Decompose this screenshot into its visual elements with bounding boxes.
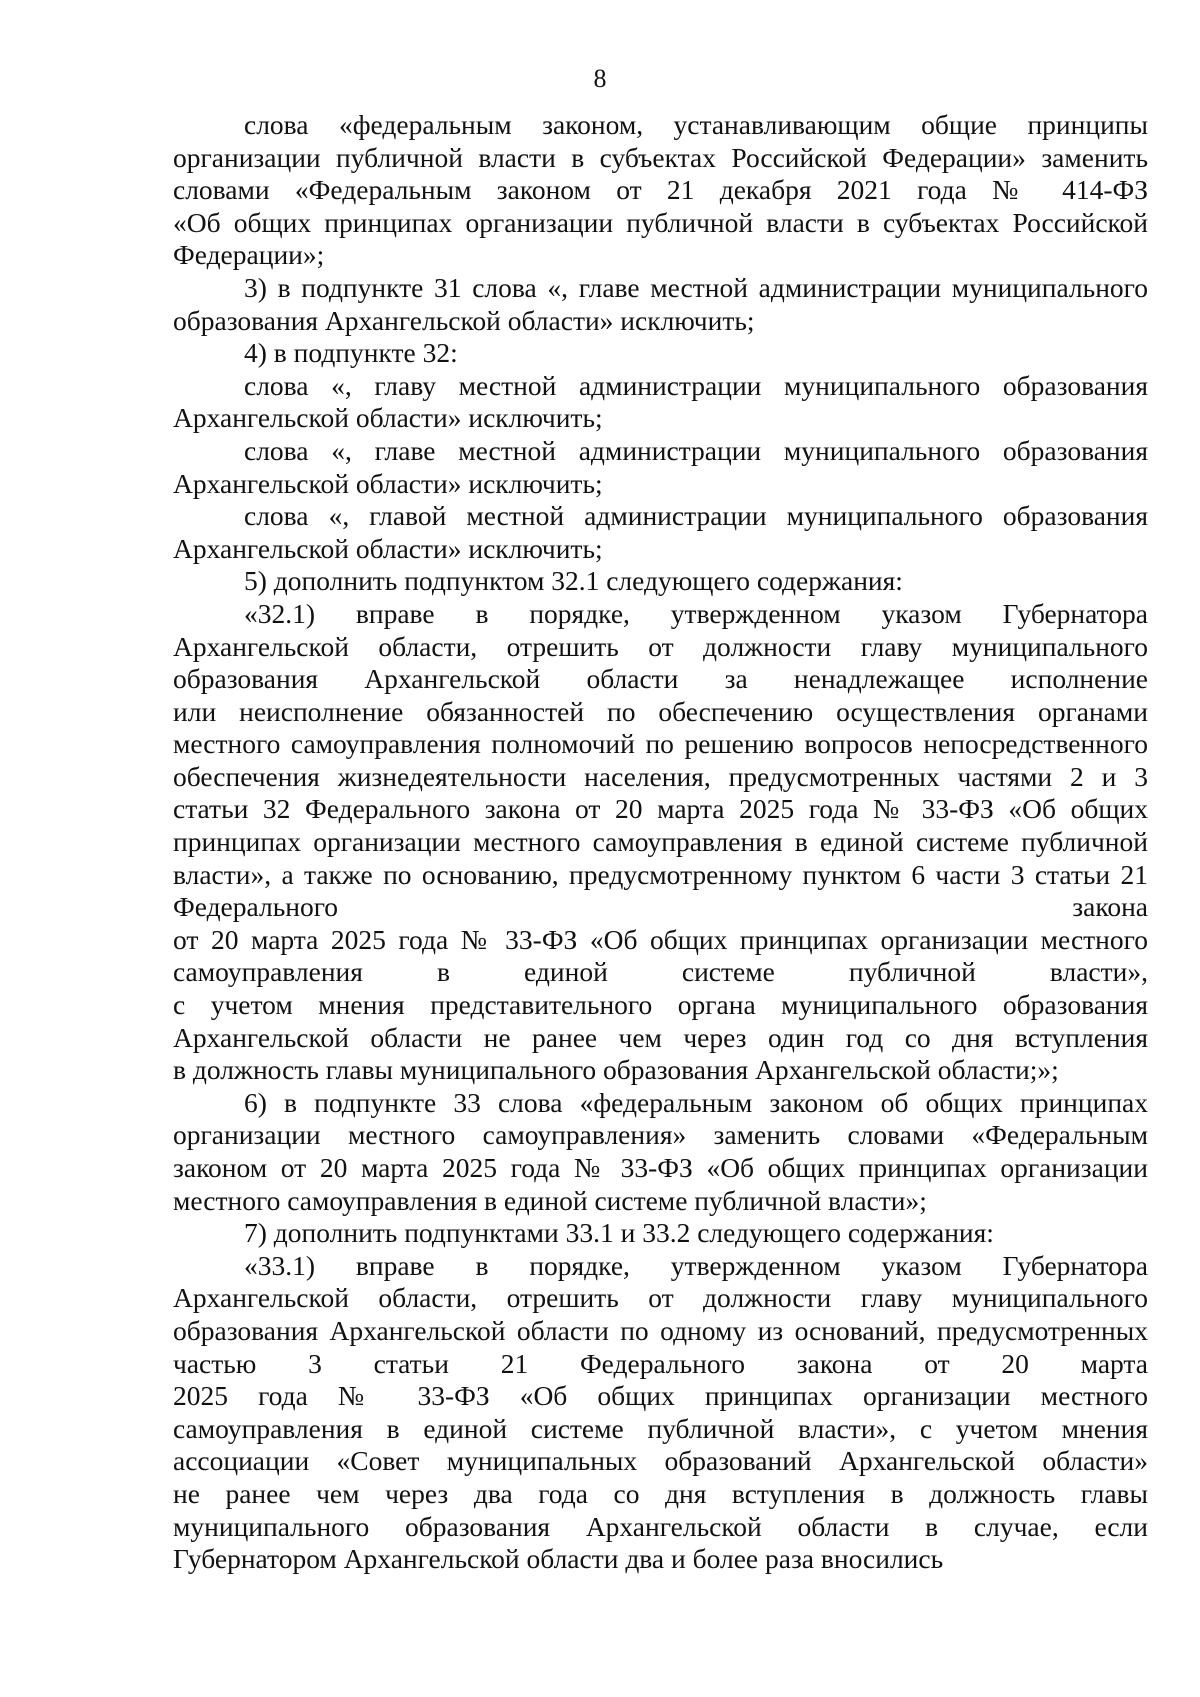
- text-line: Архангельской области» исключить;: [173, 467, 603, 499]
- text-line: законом от 20 марта 2025 года № 33-ФЗ «Об общих принципах организации: [173, 1152, 1148, 1183]
- text-line: обеспечения жизнедеятельности населения, предусмотренных частями 2 и 3: [173, 760, 1148, 792]
- text-line: Архангельской области» исключить;: [173, 402, 603, 434]
- paragraph: [173, 435, 1148, 500]
- paragraph: [173, 500, 1148, 565]
- paragraph: [173, 565, 1148, 598]
- text-line: словами «Федеральным законом от 21 декабря 2021 года № 414-ФЗ: [173, 174, 1148, 206]
- paragraph: [173, 370, 1148, 435]
- text-line: «33.1) вправе в порядке, утвержденном указом Губернатора: [244, 1249, 1148, 1281]
- text-line: с учетом мнения представительного органа муниципального образования: [173, 989, 1148, 1021]
- text-line: муниципального образования Архангельской области в случае, если: [173, 1510, 1148, 1542]
- text-line: самоуправления в единой системе публичной власти», с учетом мнения: [173, 1412, 1148, 1444]
- text-line: слова «федеральным законом, устанавливающим общие принципы: [244, 109, 1148, 140]
- text-line: Архангельской области не ранее чем через один год со дня вступления: [173, 1021, 1148, 1053]
- text-line: самоуправления в единой системе публичной власти»,: [173, 956, 1148, 988]
- text-line: статьи 32 Федерального закона от 20 марта 2025 года № 33-ФЗ «Об общих: [173, 793, 1148, 825]
- text-line: власти», а также по основанию, предусмотренному пунктом 6 части 3 статьи 21: [173, 858, 1148, 890]
- text-line: принципах организации местного самоуправления в единой системе публичной: [173, 826, 1148, 858]
- text-line: Федерального закона: [173, 891, 1148, 923]
- text-line: образования Архангельской области по одному из оснований, предусмотренных: [173, 1314, 1148, 1346]
- text-line: образования Архангельской области» исключить;: [173, 304, 755, 336]
- paragraph: [173, 1087, 1148, 1217]
- text-line: 4) в подпункте 32:: [244, 337, 458, 369]
- text-line: Федерации»;: [173, 239, 325, 271]
- text-line: «32.1) вправе в порядке, утвержденном указом Губернатора: [244, 597, 1148, 629]
- text-line: образования Архангельской области за ненадлежащее исполнение: [173, 663, 1148, 695]
- text-line: от 20 марта 2025 года № 33-ФЗ «Об общих принципах организации местного: [173, 923, 1148, 955]
- text-line: 5) дополнить подпунктом 32.1 следующего содержания:: [244, 565, 903, 597]
- text-line: «Об общих принципах организации публичной власти в субъектах Российской: [173, 206, 1148, 238]
- text-line: 7) дополнить подпунктами 33.1 и 33.2 следующего содержания:: [244, 1217, 994, 1249]
- text-line: 3) в подпункте 31 слова «, главе местной администрации муниципального: [244, 271, 1148, 303]
- paragraph: [173, 1217, 1148, 1250]
- text-line: местного самоуправления полномочий по решению вопросов непосредственного: [173, 728, 1148, 760]
- text-line: Губернатором Архангельской области два и более раза вносились: [173, 1543, 944, 1575]
- text-line: слова «, главой местной администрации муниципального образования: [244, 500, 1148, 532]
- text-line: ассоциации «Совет муниципальных образований Архангельской области»: [173, 1445, 1148, 1477]
- text-line: или неисполнение обязанностей по обеспечению осуществления органами: [173, 695, 1148, 727]
- text-line: частью 3 статьи 21 Федерального закона от 20 марта: [173, 1347, 1148, 1379]
- text-line: не ранее чем через два года со дня вступления в должность главы: [173, 1477, 1148, 1509]
- text-line: Архангельской области, отрешить от должности главу муниципального: [173, 630, 1148, 662]
- paragraph: [173, 337, 1148, 370]
- text-line: организации местного самоуправления» заменить словами «Федеральным: [173, 1119, 1148, 1151]
- text-line: организации публичной власти в субъектах Российской Федерации» заменить: [173, 141, 1148, 173]
- paragraph: [173, 598, 1148, 1087]
- text-line: местного самоуправления в единой системе публичной власти»;: [173, 1184, 927, 1216]
- text-line: слова «, главе местной администрации муниципального образования: [244, 434, 1148, 466]
- paragraph: [173, 1250, 1148, 1576]
- text-line: Архангельской области» исключить;: [173, 532, 603, 564]
- text-line: в должность главы муниципального образования Архангельской области;»;: [173, 1054, 1059, 1086]
- paragraph: [173, 272, 1148, 337]
- paragraph: [173, 109, 1148, 272]
- text-line: 2025 года № 33-ФЗ «Об общих принципах организации местного: [173, 1380, 1148, 1412]
- text-line: слова «, главу местной администрации муниципального образования: [244, 369, 1148, 401]
- text-line: Архангельской области, отрешить от должности главу муниципального: [173, 1282, 1148, 1314]
- page-number: 8: [593, 64, 607, 93]
- text-line: 6) в подпункте 33 слова «федеральным законом об общих принципах: [244, 1086, 1148, 1118]
- document-body: [173, 109, 1148, 1576]
